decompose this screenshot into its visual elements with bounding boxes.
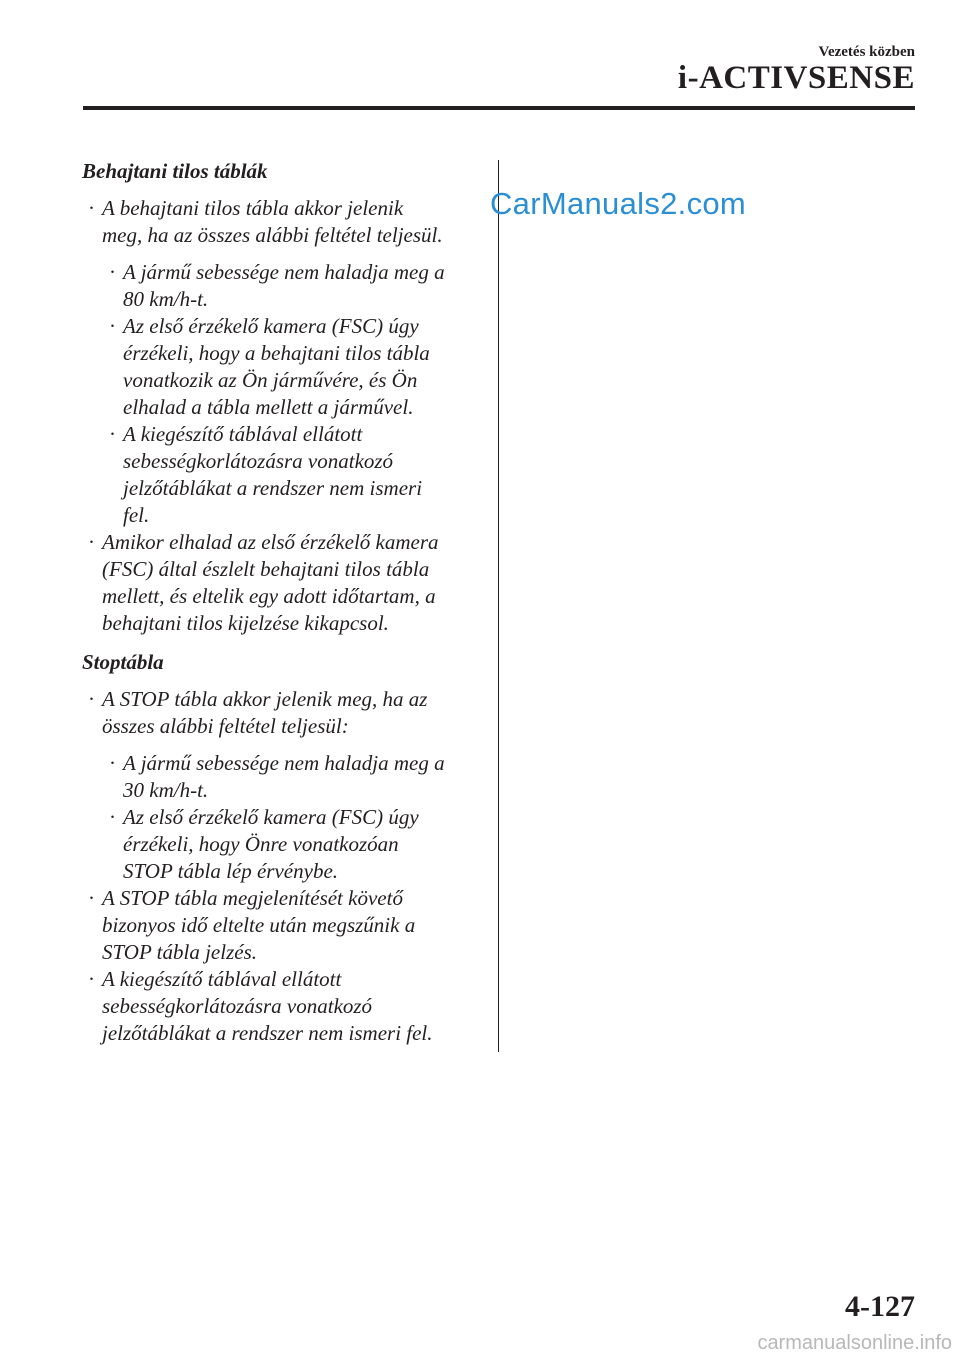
column-divider — [498, 160, 499, 1052]
item-line: bizonyos idő eltelte után megszűnik a — [102, 913, 416, 937]
item-line: STOP tábla lép érvénybe. — [123, 859, 339, 883]
bullet-icon: · — [88, 886, 95, 910]
item-line: (FSC) által észlelt behajtani tilos tábla — [102, 557, 430, 581]
page-number: 4-127 — [845, 1290, 915, 1323]
item-line: érzékeli, hogy Önre vonatkozóan — [123, 832, 399, 856]
sub-list-item — [82, 421, 482, 529]
item-line: vonatkozik az Ön járművére, és Ön — [123, 368, 418, 392]
section-heading-stop: Stoptábla — [82, 650, 164, 674]
bullet-icon: · — [88, 530, 95, 554]
item-line: Amikor elhalad az első érzékelő kamera — [102, 530, 439, 554]
bullet-icon: · — [109, 314, 116, 338]
item-line: Az első érzékelő kamera (FSC) úgy — [123, 805, 419, 829]
bullet-icon: · — [88, 196, 95, 220]
sub-list-item — [82, 804, 482, 885]
item-line: összes alábbi feltétel teljesül: — [102, 714, 349, 738]
bullet-icon: · — [109, 260, 116, 284]
item-line: A STOP tábla megjelenítését követő — [102, 886, 403, 910]
section-heading-no-entry: Behajtani tilos táblák — [82, 159, 268, 183]
item-line: sebességkorlátozásra vonatkozó — [123, 449, 394, 473]
section-header: Vezetés közben — [818, 44, 915, 60]
sub-list-item — [82, 750, 482, 804]
item-line: A kiegészítő táblával ellátott — [123, 422, 363, 446]
item-line: érzékeli, hogy a behajtani tilos tábla — [123, 341, 430, 365]
item-line: meg, ha az összes alábbi feltétel teljesül. — [102, 223, 443, 247]
list-item — [82, 686, 482, 740]
item-line: behajtani tilos kijelzése kikapcsol. — [102, 611, 389, 635]
item-line: sebességkorlátozásra vonatkozó — [102, 994, 373, 1018]
item-line: A behajtani tilos tábla akkor jelenik — [102, 196, 404, 220]
main-content — [82, 158, 482, 1047]
item-line: mellett, és eltelik egy adott időtartam, a — [102, 584, 436, 608]
item-line: 80 km/h-t. — [123, 287, 209, 311]
item-line: A jármű sebessége nem haladja meg a — [123, 260, 445, 284]
item-line: jelzőtáblákat a rendszer nem ismeri — [123, 476, 423, 500]
list-item — [82, 885, 482, 966]
chapter-title: i-ACTIVSENSE — [677, 60, 915, 96]
bullet-icon: · — [109, 422, 116, 446]
item-line: A jármű sebessége nem haladja meg a — [123, 751, 445, 775]
item-line: A STOP tábla akkor jelenik meg, ha az — [102, 687, 428, 711]
list-item — [82, 195, 482, 249]
item-line: 30 km/h-t. — [123, 778, 209, 802]
bullet-icon: · — [109, 805, 116, 829]
item-line: fel. — [123, 503, 150, 527]
item-line: jelzőtáblákat a rendszer nem ismeri fel. — [102, 1021, 433, 1045]
header-divider — [83, 106, 915, 110]
bullet-icon: · — [88, 967, 95, 991]
item-line: STOP tábla jelzés. — [102, 940, 257, 964]
item-line: A kiegészítő táblával ellátott — [102, 967, 342, 991]
watermark-text: CarManuals2.com — [490, 186, 747, 221]
sub-list-item — [82, 259, 482, 313]
sub-list-item — [82, 313, 482, 421]
item-line: Az első érzékelő kamera (FSC) úgy — [123, 314, 419, 338]
footer-site-link[interactable]: carmanualsonline.info — [757, 1332, 952, 1354]
list-item — [82, 966, 482, 1047]
bullet-icon: · — [88, 687, 95, 711]
item-line: elhalad a tábla mellett a járművel. — [123, 395, 414, 419]
bullet-icon: · — [109, 751, 116, 775]
list-item — [82, 529, 482, 637]
